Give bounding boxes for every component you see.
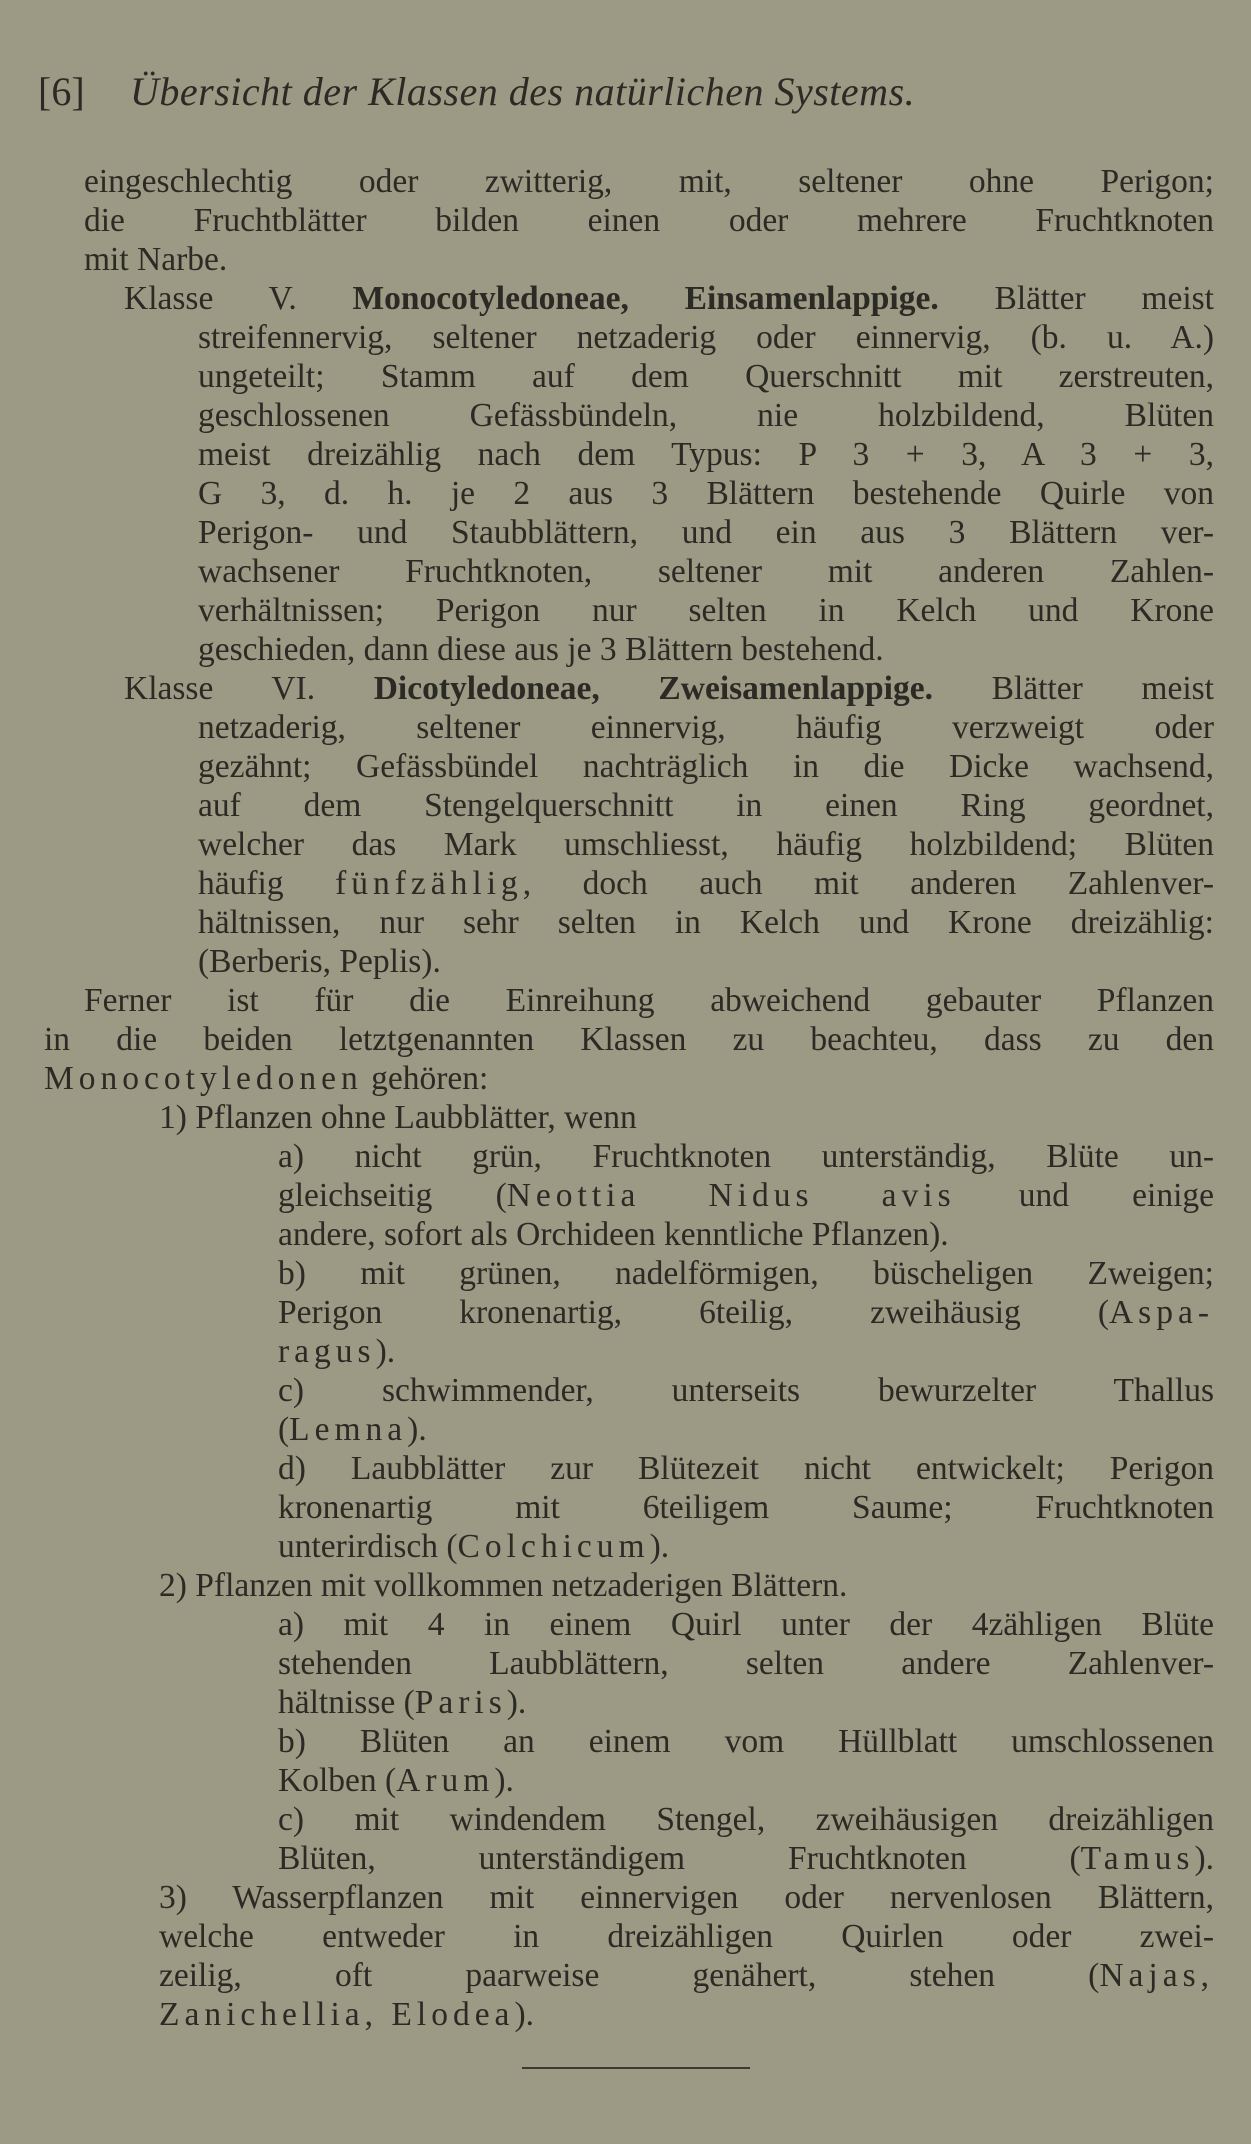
text-line: b) mit grünen, nadelförmigen, büscheligen Zweigen; [278,1255,1214,1292]
text-line [44,279,1214,318]
spaced-term: Zanichellia, Elodea [159,1996,515,2033]
text-line: mit Narbe. [84,241,228,278]
text-line [44,1410,1214,1449]
body-text [44,162,1214,2034]
text-line: auf dem Stengelquerschnitt in einen Ring geordnet, [198,787,1214,824]
text-run: ). [407,1411,427,1448]
text-run: hältnisse ( [278,1684,415,1721]
spaced-term: Colchicum [457,1528,650,1565]
bold-term: Dicotyledoneae, Zweisamenlappige. [373,670,933,707]
text-run: ). [1194,1840,1214,1877]
text-run: unterirdisch ( [278,1528,458,1565]
text-line [44,1293,1214,1332]
text-line: (Berberis, Peplis). [198,943,441,980]
text-line: b) Blüten an einem vom Hüllblatt umschlossenen [278,1723,1214,1760]
text-line: 1) Pflanzen ohne Laubblätter, wenn [159,1099,637,1136]
spaced-term: Arum [396,1762,495,1799]
text-line: gezähnt; Gefässbündel nachträglich in die Dicke wachsend, [198,748,1214,785]
text-line [44,1995,1214,2034]
spaced-term: Tamus [1080,1840,1195,1877]
text-line: 3) Wasserpflanzen mit einnervigen oder nervenlosen Blättern, [159,1879,1214,1916]
text-line: c) mit windendem Stengel, zweihäusigen dreizähligen [278,1801,1214,1838]
text-run: gleichseitig ( [278,1177,507,1214]
text-line: streifennervig, seltener netzaderig oder einnervig, (b. u. A.) [198,319,1214,356]
text-run: Klasse V. [124,280,353,317]
text-run: Blätter meist [938,280,1214,317]
page-number: [6] [38,69,85,114]
text-run: Blüten, unterständigem Fruchtknoten ( [278,1840,1081,1877]
text-line: a) mit 4 in einem Quirl unter der 4zähligen Blüte [278,1606,1214,1643]
text-line: die Fruchtblätter bilden einen oder mehrere Fruchtknoten [84,202,1214,239]
text-line [44,1332,1214,1371]
text-run: ). [494,1762,514,1799]
text-run: ). [514,1996,534,2033]
text-line: in die beiden letztgenannten Klassen zu beachteu, dass zu den [44,1021,1214,1058]
text-line: Perigon- und Staubblättern, und ein aus 3 Blättern ver- [198,514,1214,551]
text-run: Blätter meist [932,670,1214,707]
spaced-term: Aspa- [1108,1294,1214,1331]
text-line: geschieden, dann diese aus je 3 Blättern bestehend. [198,631,884,668]
text-run: gehören: [362,1060,489,1097]
text-line [44,1176,1214,1215]
text-line: a) nicht grün, Fruchtknoten unterständig, Blüte un- [278,1138,1214,1175]
text-run: ). [506,1684,527,1721]
text-line: d) Laubblätter zur Blütezeit nicht entwickelt; Perigon [278,1450,1214,1487]
text-run: ( [278,1411,290,1448]
text-line: eingeschlechtig oder zwitterig, mit, seltener ohne Perigon; [84,163,1214,200]
text-line [44,1527,1214,1566]
bold-term: Monocotyledoneae, Einsamenlappige. [352,280,939,317]
spaced-term: Najas, [1099,1957,1214,1994]
text-run: ). [649,1528,670,1565]
spaced-term: fünfzählig [335,865,523,902]
text-line [44,1839,1214,1878]
text-line [44,1683,1214,1722]
text-line: welche entweder in dreizähligen Quirlen oder zwei- [159,1918,1214,1955]
text-line: kronenartig mit 6teiligem Saume; Fruchtknoten [278,1489,1214,1526]
text-run: und einige [955,1177,1214,1214]
text-line: hältnissen, nur sehr selten in Kelch und Krone dreizählig: [198,904,1214,941]
running-title: Übersicht der Klassen des natürlichen Systems. [130,69,916,114]
spaced-term: Paris [414,1684,507,1721]
spaced-term: ragus [278,1333,376,1370]
text-line: wachsener Fruchtknoten, seltener mit anderen Zahlen- [198,553,1214,590]
text-run: ). [375,1333,396,1370]
spaced-term: Lemna [289,1411,408,1448]
text-line: ungeteilt; Stamm auf dem Querschnitt mit zerstreuten, [198,358,1214,395]
spaced-term: Neottia Nidus avis [506,1177,956,1214]
text-line [44,669,1214,708]
end-rule [522,2067,750,2069]
text-line [44,864,1214,903]
text-run: Perigon kronenartig, 6teilig, zweihäusig ( [278,1294,1109,1331]
text-line: G 3, d. h. je 2 aus 3 Blättern bestehende Quirle von [198,475,1214,512]
text-line [44,1956,1214,1995]
text-line: andere, sofort als Orchideen kenntliche Pflanzen). [278,1216,949,1253]
text-run: häufig [198,865,336,902]
text-run: , doch auch mit anderen Zahlenver- [522,865,1214,902]
running-header [38,62,1218,122]
text-line: netzaderig, seltener einnervig, häufig verzweigt oder [198,709,1214,746]
text-line: 2) Pflanzen mit vollkommen netzaderigen Blättern. [159,1567,848,1604]
text-line [44,1761,1214,1800]
text-run: Klasse VI. [124,670,374,707]
text-line: stehenden Laubblättern, selten andere Zahlenver- [278,1645,1214,1682]
text-line: meist dreizählig nach dem Typus: P 3 + 3, A 3 + 3, [198,436,1214,473]
text-run: zeilig, oft paarweise genähert, stehen ( [159,1957,1100,1994]
text-line: verhältnissen; Perigon nur selten in Kelch und Krone [198,592,1214,629]
spaced-term: Monocotyledonen [44,1060,363,1097]
text-line: c) schwimmender, unterseits bewurzelter Thallus [278,1372,1214,1409]
text-line [44,1059,1214,1098]
text-line: welcher das Mark umschliesst, häufig holzbildend; Blüten [198,826,1214,863]
text-line: geschlossenen Gefässbündeln, nie holzbildend, Blüten [198,397,1214,434]
text-run: Kolben ( [278,1762,397,1799]
text-line: Ferner ist für die Einreihung abweichend gebauter Pflanzen [84,982,1214,1019]
